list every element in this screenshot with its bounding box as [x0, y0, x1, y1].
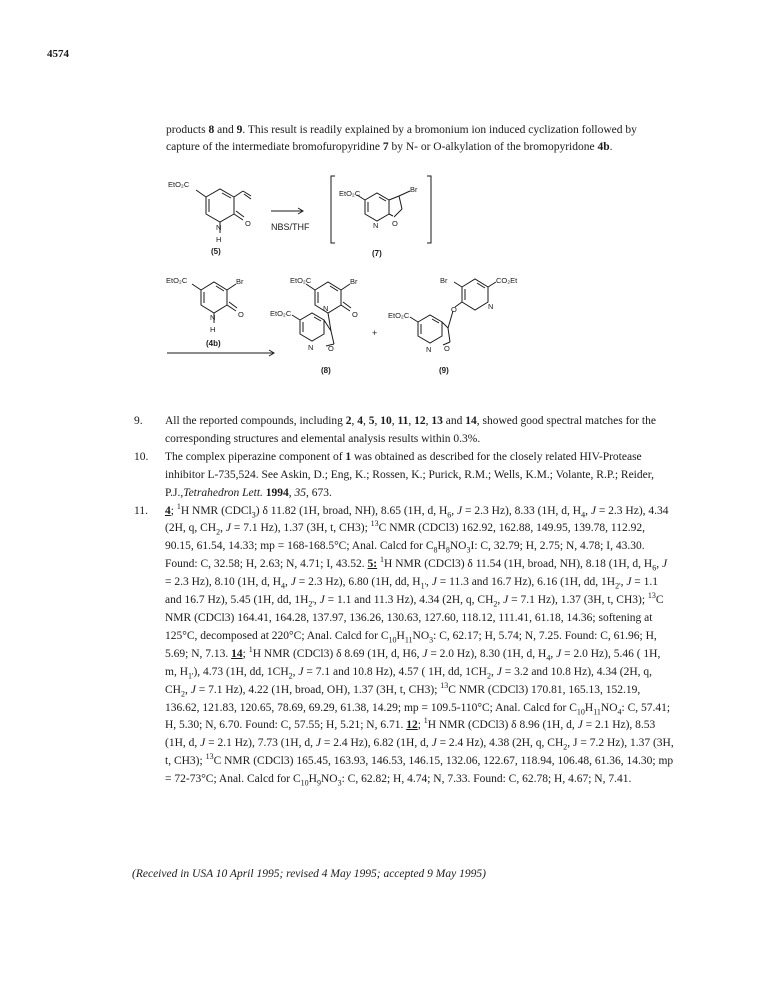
plus-sign: + — [372, 328, 378, 338]
compound-8-ester-upper: EtO₂C — [290, 276, 312, 285]
compound-8-n-upper: N — [323, 304, 329, 313]
compound-9-br: Br — [440, 276, 448, 285]
compound-8-o-lower: O — [328, 344, 334, 353]
compound-8-caption: (8) — [321, 366, 331, 375]
compound-5-n: N — [216, 223, 222, 232]
page-number: 4574 — [47, 48, 69, 60]
compound-9-o-upper: O — [451, 305, 457, 314]
reaction-arrow-2 — [167, 350, 274, 356]
reaction-scheme — [0, 0, 768, 420]
compound-4b-h: H — [210, 325, 216, 334]
intro-paragraph: products 8 and 9. This result is readily explained by a bromonium ion induced cyclization followed by capture of the intermediate bromofuropyridine 7 by N- or O-alkylation of the bromopyridone 4b. — [166, 124, 637, 154]
compound-5-caption: (5) — [211, 247, 221, 256]
compound-9-n-upper: N — [488, 302, 494, 311]
compound-8-o-upper: O — [352, 310, 358, 319]
notes-list — [134, 413, 674, 789]
compound-7-br: Br — [410, 185, 418, 194]
note-11-number: 11. — [134, 504, 148, 517]
compound-8-n-lower: N — [308, 343, 314, 352]
compound-9-ester-upper: CO₂Et — [496, 276, 518, 285]
compound-7-n: N — [373, 221, 379, 230]
reaction-arrow-1 — [271, 208, 303, 214]
compound-9-lower-ring — [410, 311, 453, 345]
compound-7-structure — [357, 191, 410, 221]
compound-4b-n: N — [210, 313, 216, 322]
compound-4b-o: O — [238, 310, 244, 319]
note-9 — [134, 413, 674, 449]
note-10-text: The complex piperazine component of 1 was obtained as described for the closely related HIV-Protease inhibitor L-735,524. See Askin, D.; Eng, K.; Rossen, K.; Purick, R.M.; Wells, K.M.; Volante, R.P.; Reider, P.J.,Tetrahedron Lett. 1994, 35, 673. — [165, 450, 654, 499]
compound-7-caption: (7) — [372, 249, 382, 258]
note-10-number: 10. — [134, 450, 149, 463]
compound-8-upper-ring — [306, 282, 351, 313]
compound-4b-br: Br — [236, 277, 244, 286]
compound-5-ester: EtO₂C — [168, 180, 190, 189]
compound-9-o-lower: O — [444, 344, 450, 353]
reagent-label: NBS/THF — [271, 222, 310, 232]
compound-8-lower-ring — [292, 313, 334, 346]
compound-8-ester-lower: EtO₂C — [270, 309, 292, 318]
compound-8-br: Br — [350, 277, 358, 286]
compound-5-h: H — [216, 235, 222, 244]
compound-9-ester-lower: EtO₂C — [388, 311, 410, 320]
note-11-text: 4; $^1$H NMR (CDCl$_3$) δ 11.82 (1H, broad, NH), 8.65 (1H, d, $H_6$, J = 2.3 Hz), 8.33 (1H, d, $H_4$, J = 2.3 Hz), 4.34 (2H, q, $CH_2$, J = 7.1 Hz), 1.37 (3H, t, CH3); $^{13}$C NMR (CDCl3) 162.92, 162.88, 149.95, 139.78, 112.92, 90.15, 61.54, 14.33; mp = 168-168.5°C; Anal. Calcd for $C_8H_8NO_3I$: C, 32.79; H, 2.75; N, 4.78; I, 43.30. Found: C, 32.58; H, 2.63; N, 4.71; I, 43.52. 5: $^1$H NMR (CDCl3) δ 11.54 (1H, broad, NH), 8.18 (1H, d, $H_6$, J = 2.3 Hz), 8.10 (1H, d, $H_4$, J = 2.3 Hz), 6.80 (1H, dd, $H_{1'}$, J = 11.3 and 16.7 Hz), 6.16 (1H, dd, $1H_{2'}$, J = 1.1 and 16.7 Hz), 5.45 (1H, dd, $1H_{2'}$, J = 1.1 and 11.3 Hz), 4.34 (2H, q, $CH_2$, J = 7.1 Hz), 1.37 (3H, t, CH3); $^{13}$C NMR (CDCl3) 164.41, 164.28, 137.97, 136.26, 130.63, 127.60, 118.12, 111.41, 61.18, 14.36; softening at 125°C, decomposed at 220°C; Anal. Calcd for $C_{10}H_{11}NO_3$: C, 62.17; H, 5.74; N, 7.25. Found: C, 61.96; H, 5.69; N, 7.13. 14; $^1$H NMR (CDCl3) δ 8.69 (1H, d, H6, J = 2.0 Hz), 8.30 (1H, d, $H_4$, J = 2.0 Hz), 5.46 ( 1H, m, $H_{1'}$), 4.73 (1H, dd, $1CH_2$, J = 7.1 and 10.8 Hz), 4.57 ( 1H, dd, $1CH_2$, J = 3.2 and 10.8 Hz), 4.34 (2H, q, $CH_2$, J = 7.1 Hz), 4.22 (1H, broad, OH), 1.37 (3H, t, CH3); $^{13}$C NMR (CDCl3) 170.81, 165.13, 152.19, 136.62, 121.83, 120.65, 78.69, 69.29, 61.38, 14.29; mp = 109.5-110°C; Anal. Calcd for $C_{10}H_{11}NO_4$: C, 57.41; H, 5.30; N, 6.70. Found: C, 57.55; H, 5.21; N, 6.71. 12; $^1$H NMR (CDCl3) δ 8.96 (1H, d, J = 2.1 Hz), 8.53 (1H, d, J = 2.1 Hz), 7.73 (1H, d, J = 2.4 Hz), 6.82 (1H, d, J = 2.4 Hz), 4.38 (2H, q, $CH_2$, J = 7.2 Hz), 1.37 (3H, t, CH3); $^{13}$C NMR (CDCl3) 165.45, 163.93, 146.53, 146.15, 132.06, 122.67, 118.94, 106.48, 61.36, 14.30; mp = 72-73°C; Anal. Calcd for $C_{10}H_9NO_3$: C, 62.82; H, 4.74; N, 7.33. Found: C, 62.78; H, 4.67; N, 7.41. — [165, 501, 674, 788]
compound-5-o: O — [245, 219, 251, 228]
compound-4b-caption: (4b) — [206, 339, 221, 348]
compound-9-n-lower: N — [426, 345, 432, 354]
compound-5-structure — [196, 189, 251, 233]
note-10 — [134, 449, 674, 503]
compound-4b-ester: EtO₂C — [166, 276, 188, 285]
note-9-number: 9. — [134, 415, 143, 427]
compound-7-ester: EtO₂C — [339, 189, 361, 198]
note-9-text: All the reported compounds, including 2, 4, 5, 10, 11, 12, 13 and 14, showed good spectral matches for the corresponding structures and elemental analysis results within 0.3%. — [165, 415, 656, 445]
compound-9-caption: (9) — [439, 366, 449, 375]
received-dates: (Received in USA 10 April 1995; revised 4 May 1995; accepted 9 May 1995) — [132, 868, 486, 880]
note-11 — [134, 503, 674, 790]
compound-7-o: O — [392, 219, 398, 228]
